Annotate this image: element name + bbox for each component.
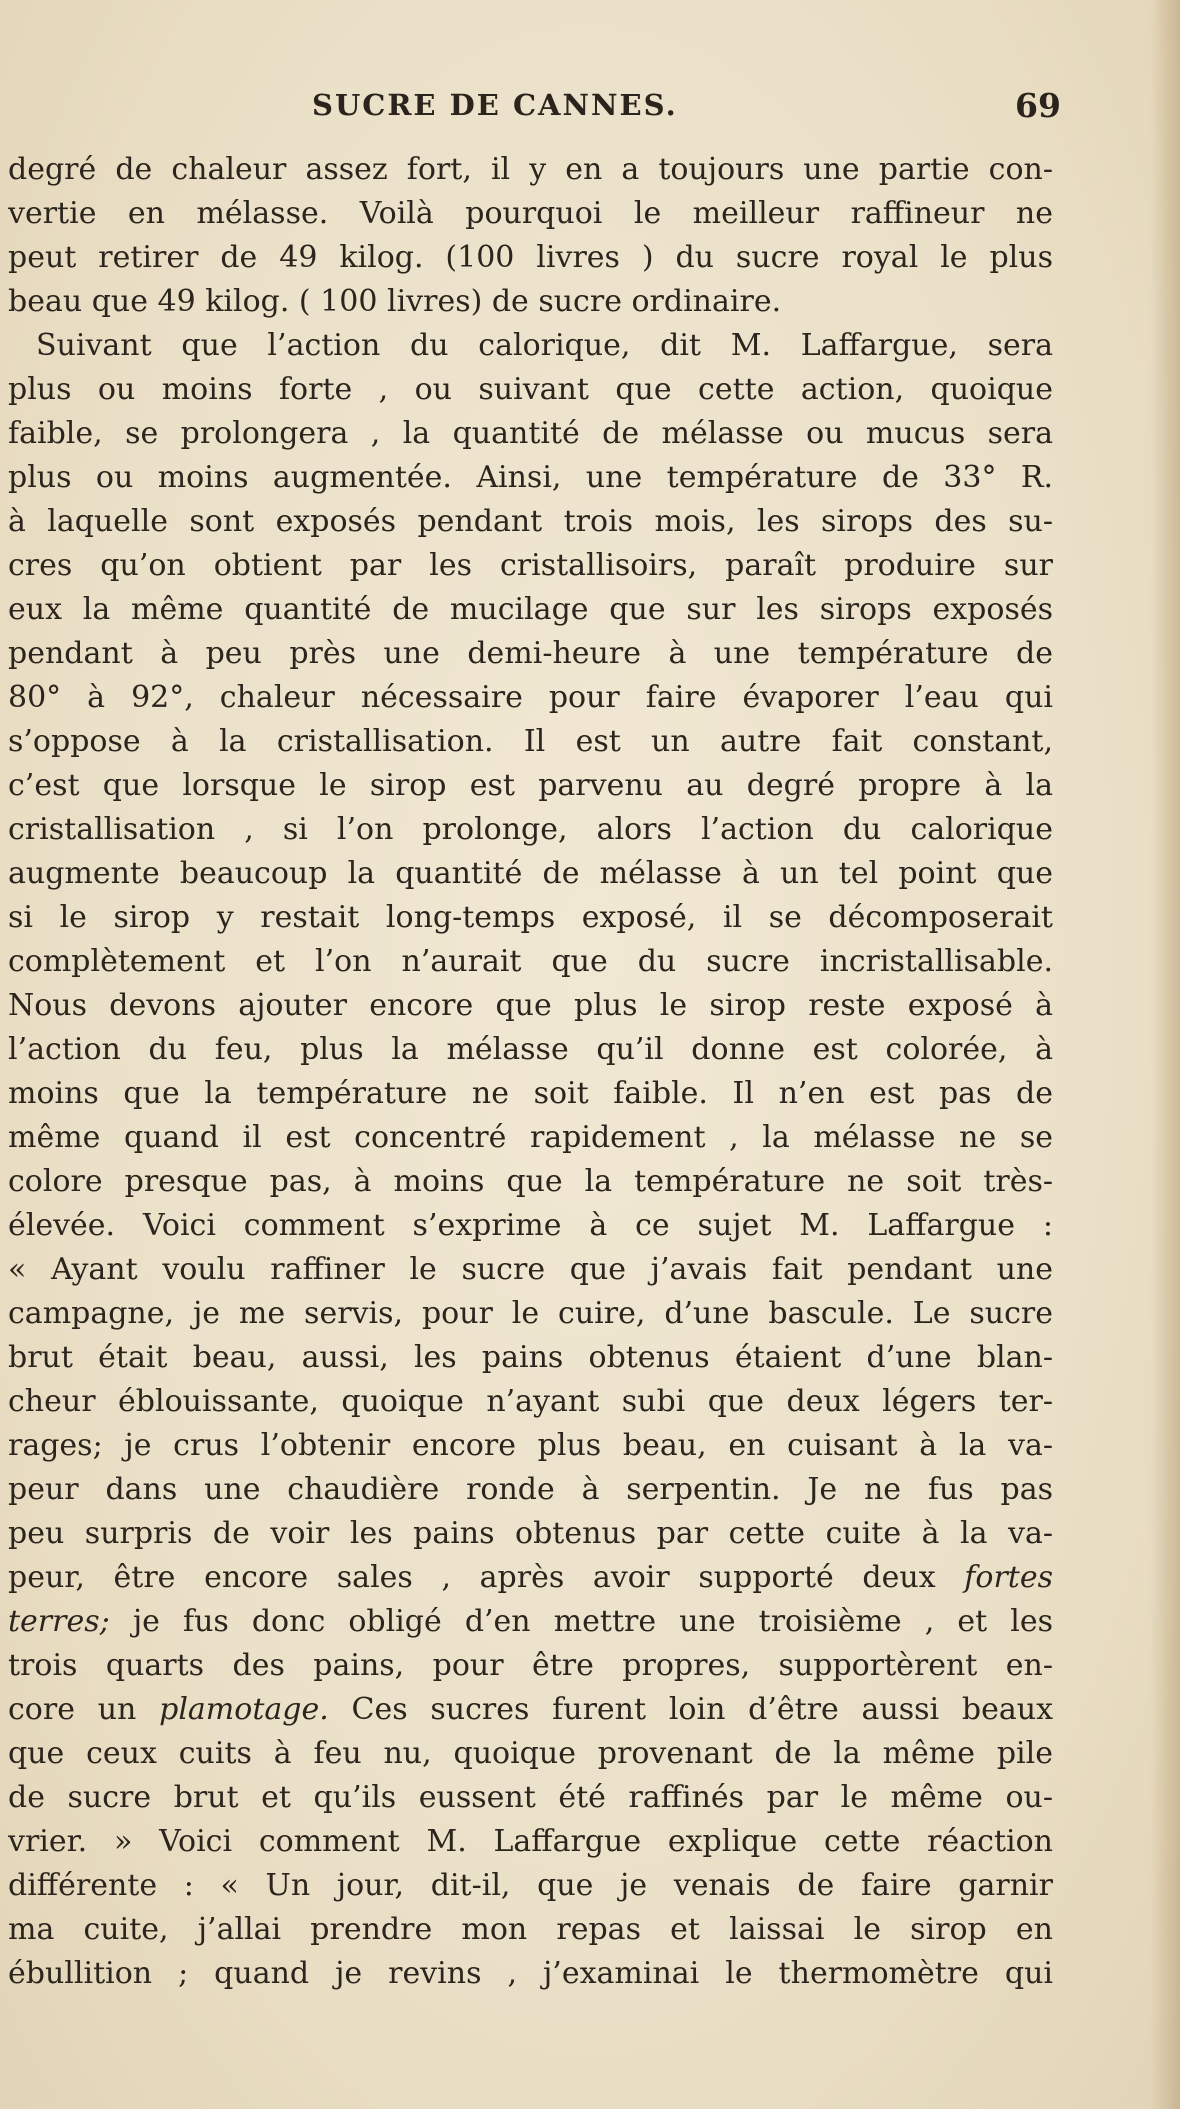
text-line: vrier. » Voici comment M. Laffargue explique cette réaction	[8, 1824, 1053, 1859]
text-line: à laquelle sont exposés pendant trois mois, les sirops des su-	[8, 504, 1053, 539]
text-line: faible, se prolongera , la quantité de mélasse ou mucus sera	[8, 416, 1053, 451]
text-line: différente : « Un jour, dit-il, que je venais de faire garnir	[8, 1868, 1053, 1903]
italic-word: terres;	[8, 1604, 110, 1639]
text-line: campagne, je me servis, pour le cuire, d’une bascule. Le sucre	[8, 1296, 1053, 1331]
text-line: peur, être encore sales , après avoir supporté deux fortes	[8, 1560, 1053, 1595]
text-line: plus ou moins forte , ou suivant que cette action, quoique	[8, 372, 1053, 407]
text-line: élevée. Voici comment s’exprime à ce sujet M. Laffargue :	[8, 1208, 1053, 1243]
text-line: que ceux cuits à feu nu, quoique provenant de la même pile	[8, 1736, 1053, 1771]
body-text	[8, 148, 1053, 1996]
text-line: moins que la température ne soit faible. Il n’en est pas de	[8, 1076, 1053, 1111]
text-line: 80° à 92°, chaleur nécessaire pour faire évaporer l’eau qui	[8, 680, 1053, 715]
text-line: l’action du feu, plus la mélasse qu’il donne est colorée, à	[8, 1032, 1053, 1067]
paragraph-start-line: Suivant que l’action du calorique, dit M. Laffargue, sera	[36, 328, 1053, 363]
running-title: SUCRE DE CANNES.	[312, 88, 678, 122]
text-line: degré de chaleur assez fort, il y en a toujours une partie con-	[8, 152, 1053, 187]
text-line: peu surpris de voir les pains obtenus par cette cuite à la va-	[8, 1516, 1053, 1551]
text-line: brut était beau, aussi, les pains obtenus étaient d’une blan-	[8, 1340, 1053, 1375]
text-line: vertie en mélasse. Voilà pourquoi le meilleur raffineur ne	[8, 196, 1053, 231]
text-line: si le sirop y restait long-temps exposé, il se décomposerait	[8, 900, 1053, 935]
page-number: 69	[1015, 86, 1061, 125]
text-line: terres; je fus donc obligé d’en mettre une troisième , et les	[8, 1604, 1053, 1639]
text-line: même quand il est concentré rapidement , la mélasse ne se	[8, 1120, 1053, 1155]
text-line: pendant à peu près une demi-heure à une température de	[8, 636, 1053, 671]
text-line: s’oppose à la cristallisation. Il est un autre fait constant,	[8, 724, 1053, 759]
italic-word: fortes	[964, 1560, 1053, 1595]
text-line: cres qu’on obtient par les cristallisoirs, paraît produire sur	[8, 548, 1053, 583]
text-line: peut retirer de 49 kilog. (100 livres ) du sucre royal le plus	[8, 240, 1053, 275]
text-line: trois quarts des pains, pour être propres, supportèrent en-	[8, 1648, 1053, 1683]
text-line: eux la même quantité de mucilage que sur les sirops exposés	[8, 592, 1053, 627]
text-line: peur dans une chaudière ronde à serpentin. Je ne fus pas	[8, 1472, 1053, 1507]
page-header	[0, 88, 1180, 138]
text-line: beau que 49 kilog. ( 100 livres) de sucre ordinaire.	[8, 284, 782, 319]
text-line: plus ou moins augmentée. Ainsi, une température de 33° R.	[8, 460, 1053, 495]
text-line: c’est que lorsque le sirop est parvenu au degré propre à la	[8, 768, 1053, 803]
text-line: Nous devons ajouter encore que plus le sirop reste exposé à	[8, 988, 1053, 1023]
text-line: ébullition ; quand je revins , j’examinai le thermomètre qui	[8, 1956, 1053, 1991]
text-line: core un plamotage. Ces sucres furent loin d’être aussi beaux	[8, 1692, 1053, 1727]
text-line: de sucre brut et qu’ils eussent été raffinés par le même ou-	[8, 1780, 1053, 1815]
text-line: rages; je crus l’obtenir encore plus beau, en cuisant à la va-	[8, 1428, 1053, 1463]
page-gutter-shadow	[1150, 0, 1180, 2109]
text-line: « Ayant voulu raffiner le sucre que j’avais fait pendant une	[8, 1252, 1053, 1287]
text-line: cheur éblouissante, quoique n’ayant subi que deux légers ter-	[8, 1384, 1053, 1419]
text-line: ma cuite, j’allai prendre mon repas et laissai le sirop en	[8, 1912, 1053, 1947]
italic-word: plamotage.	[159, 1692, 329, 1727]
text-line: cristallisation , si l’on prolonge, alors l’action du calorique	[8, 812, 1053, 847]
text-line: augmente beaucoup la quantité de mélasse à un tel point que	[8, 856, 1053, 891]
text-line: colore presque pas, à moins que la température ne soit très-	[8, 1164, 1053, 1199]
text-line: complètement et l’on n’aurait que du sucre incristallisable.	[8, 944, 1053, 979]
